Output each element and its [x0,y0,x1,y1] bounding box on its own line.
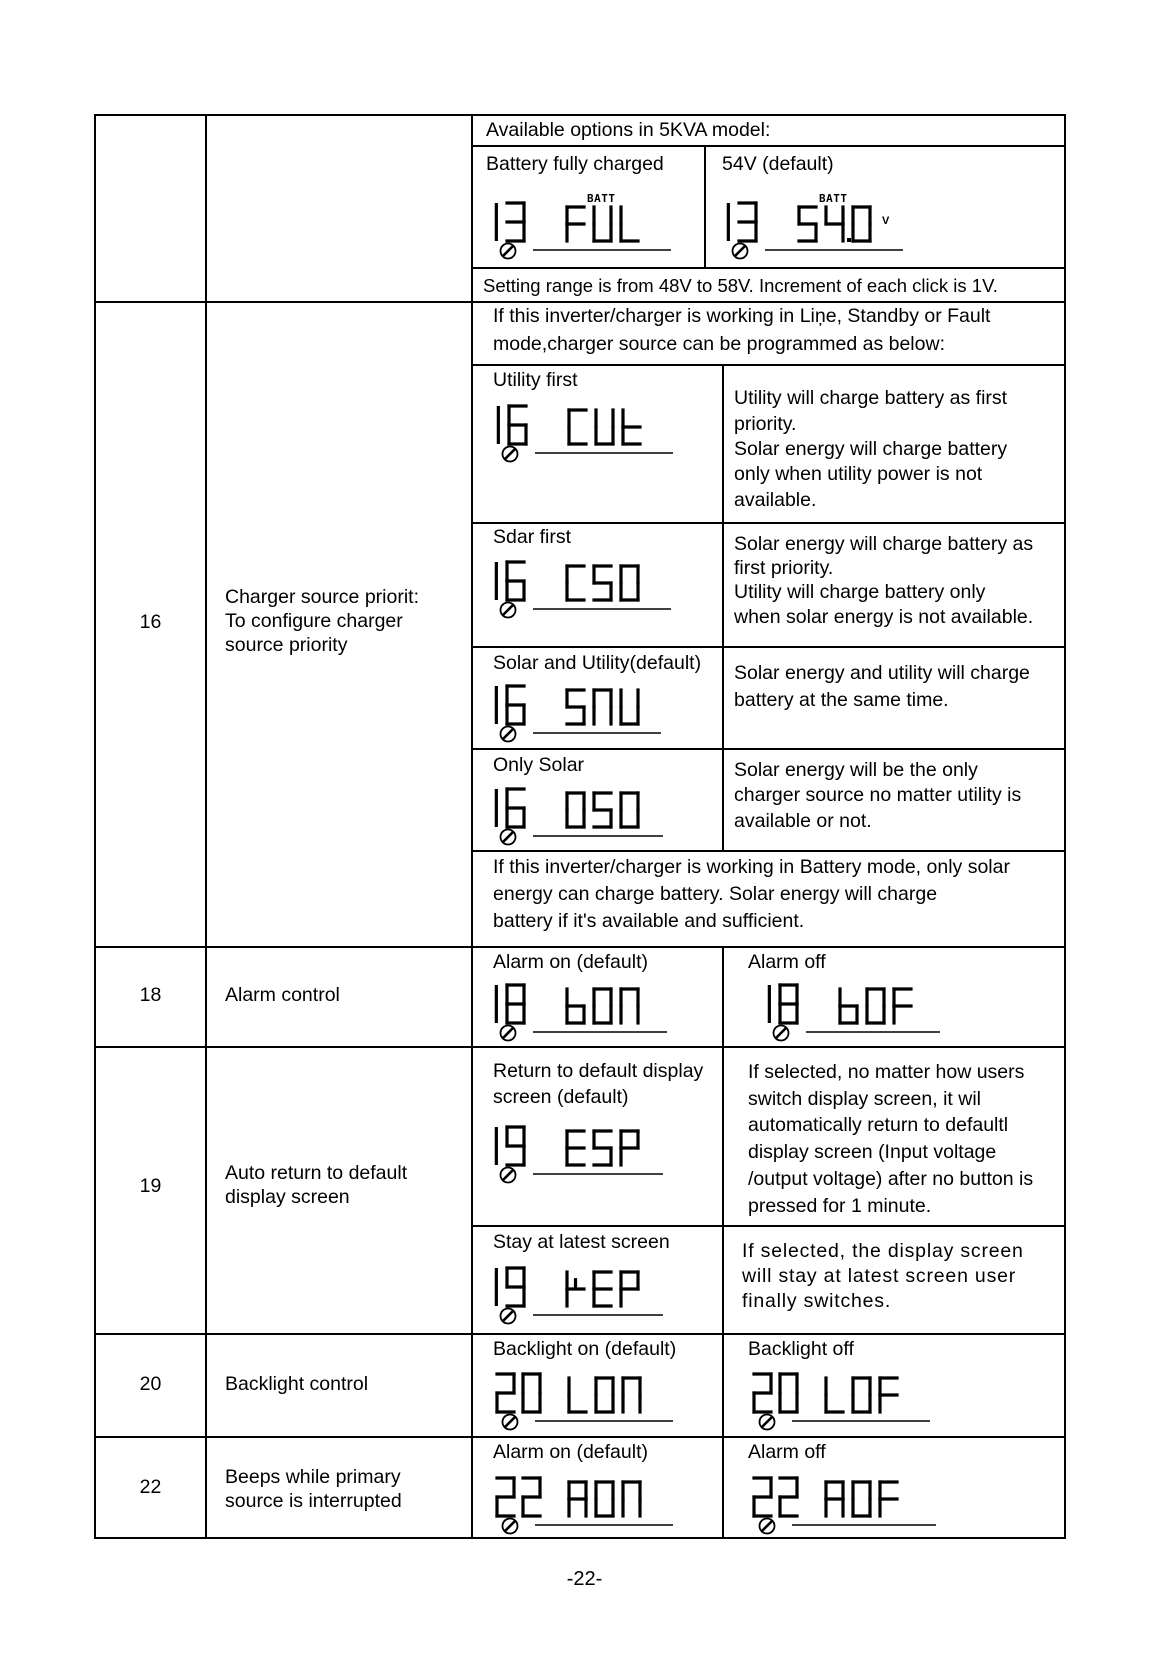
option-description: Solar energy will be the only [734,759,978,781]
table-border [471,145,1066,147]
table-border [471,522,1066,524]
table-border [471,1225,1066,1227]
option-label: Alarm on (default) [493,1441,648,1463]
mode-intro: If this inverter/charger is working in Liņe, Standby or Fault [493,305,991,327]
option-description: will stay at latest screen user [742,1265,1017,1287]
setting-number: 18 [139,984,162,1006]
setting-description: display screen [225,1186,350,1208]
option-label: Alarm off [748,1441,826,1463]
setting-description: To configure charger [225,610,403,632]
lcd-display [752,1372,950,1438]
setting-number: 22 [139,1476,162,1498]
batt-indicator: BATT [587,192,616,205]
table-border [94,114,1066,116]
option-label: Sdar first [493,526,572,548]
lcd-display [495,1476,693,1542]
table-border [94,114,96,1539]
option-description: finally switches. [742,1290,892,1312]
mode-note: energy can charge battery. Solar energy will charge [493,883,938,905]
option-description: Solar energy and utility will charge [734,662,1030,684]
option-label: Solar and Utility(default) [493,652,702,674]
wrench-icon [760,1519,775,1534]
table-border [471,114,473,1539]
mode-intro: mode,charger source can be programmed as below: [493,333,945,355]
wrench-icon [503,1519,518,1534]
table-border [471,267,1066,269]
table-border [704,145,706,269]
setting-description: Auto return to default [225,1162,408,1184]
table-border [94,946,1066,948]
volt-unit: V [882,215,890,227]
mode-note: If this inverter/charger is working in Battery mode, only solar [493,856,1010,878]
lcd-display [752,1476,956,1542]
setting-description: source is interrupted [225,1490,402,1512]
option-description: If selected, the display screen [742,1240,1024,1262]
wrench-icon [501,1026,516,1041]
setting-number: 20 [139,1373,162,1395]
table-border [722,946,724,1537]
lcd-display [495,404,693,470]
table-border [205,114,207,1539]
setting-range-note: Setting range is from 48V to 58V. Increment of each click is 1V. [483,275,998,296]
lcd-display [493,1266,683,1332]
wrench-icon [501,244,516,259]
lcd-display [493,1125,683,1191]
table-border [471,646,1066,648]
option-label: Backlight on (default) [493,1338,677,1360]
setting-description: Alarm control [225,984,340,1006]
wrench-icon [501,1168,516,1183]
option-label: 54V (default) [722,153,834,175]
lcd-display [493,684,681,750]
option-description: switch display screen, it wil [748,1088,981,1110]
option-description: priority. [734,413,797,435]
option-description: available or not. [734,810,872,832]
table-border [471,364,1066,366]
wrench-icon [760,1415,775,1430]
setting-description: Beeps while primary [225,1466,401,1488]
table-border [1064,114,1066,1539]
option-description: display screen (Input voltage [748,1141,997,1163]
option-description: Solar energy will charge battery as [734,533,1034,555]
option-label: Battery fully charged [486,153,664,175]
option-description: Solar energy will charge battery [734,438,1008,460]
option-label: Alarm on (default) [493,951,648,973]
page-number: -22- [566,1568,603,1590]
lcd-display [725,201,923,267]
wrench-icon [501,1309,516,1324]
lcd-display [493,560,691,626]
batt-indicator: BATT [819,192,848,205]
option-label: Alarm off [748,951,826,973]
wrench-icon [501,830,516,845]
option-description: only when utility power is not [734,463,983,485]
table-border [94,301,1066,303]
option-description: first priority. [734,557,834,579]
option-label: screen (default) [493,1086,629,1108]
option-label: Utility first [493,369,578,391]
mode-note: battery if it's available and sufficient. [493,910,805,932]
setting-number: 16 [139,611,162,633]
setting-number: 19 [139,1175,162,1197]
options-header: Available options in 5KVA model: [486,119,771,141]
lcd-display [766,983,960,1049]
lcd-display [493,201,691,267]
wrench-icon [501,603,516,618]
option-label: Backlight off [748,1338,854,1360]
table-border [722,364,724,852]
setting-description: Backlight control [225,1373,369,1395]
option-label: Only Solar [493,754,585,776]
option-description: /output voltage) after no button is [748,1168,1034,1190]
wrench-icon [733,244,748,259]
option-description: battery at the same time. [734,689,949,711]
option-description: pressed for 1 minute. [748,1195,932,1217]
table-border [94,1333,1066,1335]
option-description: when solar energy is not available. [734,606,1034,628]
option-description: Utility will charge battery as first [734,387,1008,409]
lcd-display [493,787,683,853]
wrench-icon [503,447,518,462]
option-label: Return to default display [493,1060,704,1082]
option-label: Stay at latest screen [493,1231,670,1253]
option-description: automatically return to defaultl [748,1114,1009,1136]
lcd-display [495,1372,693,1438]
option-description: available. [734,489,817,511]
wrench-icon [501,727,516,742]
setting-description: Charger source priorit: [225,586,419,608]
setting-description: source priority [225,634,348,656]
option-description: charger source no matter utility is [734,784,1022,806]
option-description: If selected, no matter how users [748,1061,1025,1083]
wrench-icon [503,1415,518,1430]
option-description: Utility will charge battery only [734,581,986,603]
wrench-icon [774,1026,789,1041]
lcd-display [493,983,687,1049]
